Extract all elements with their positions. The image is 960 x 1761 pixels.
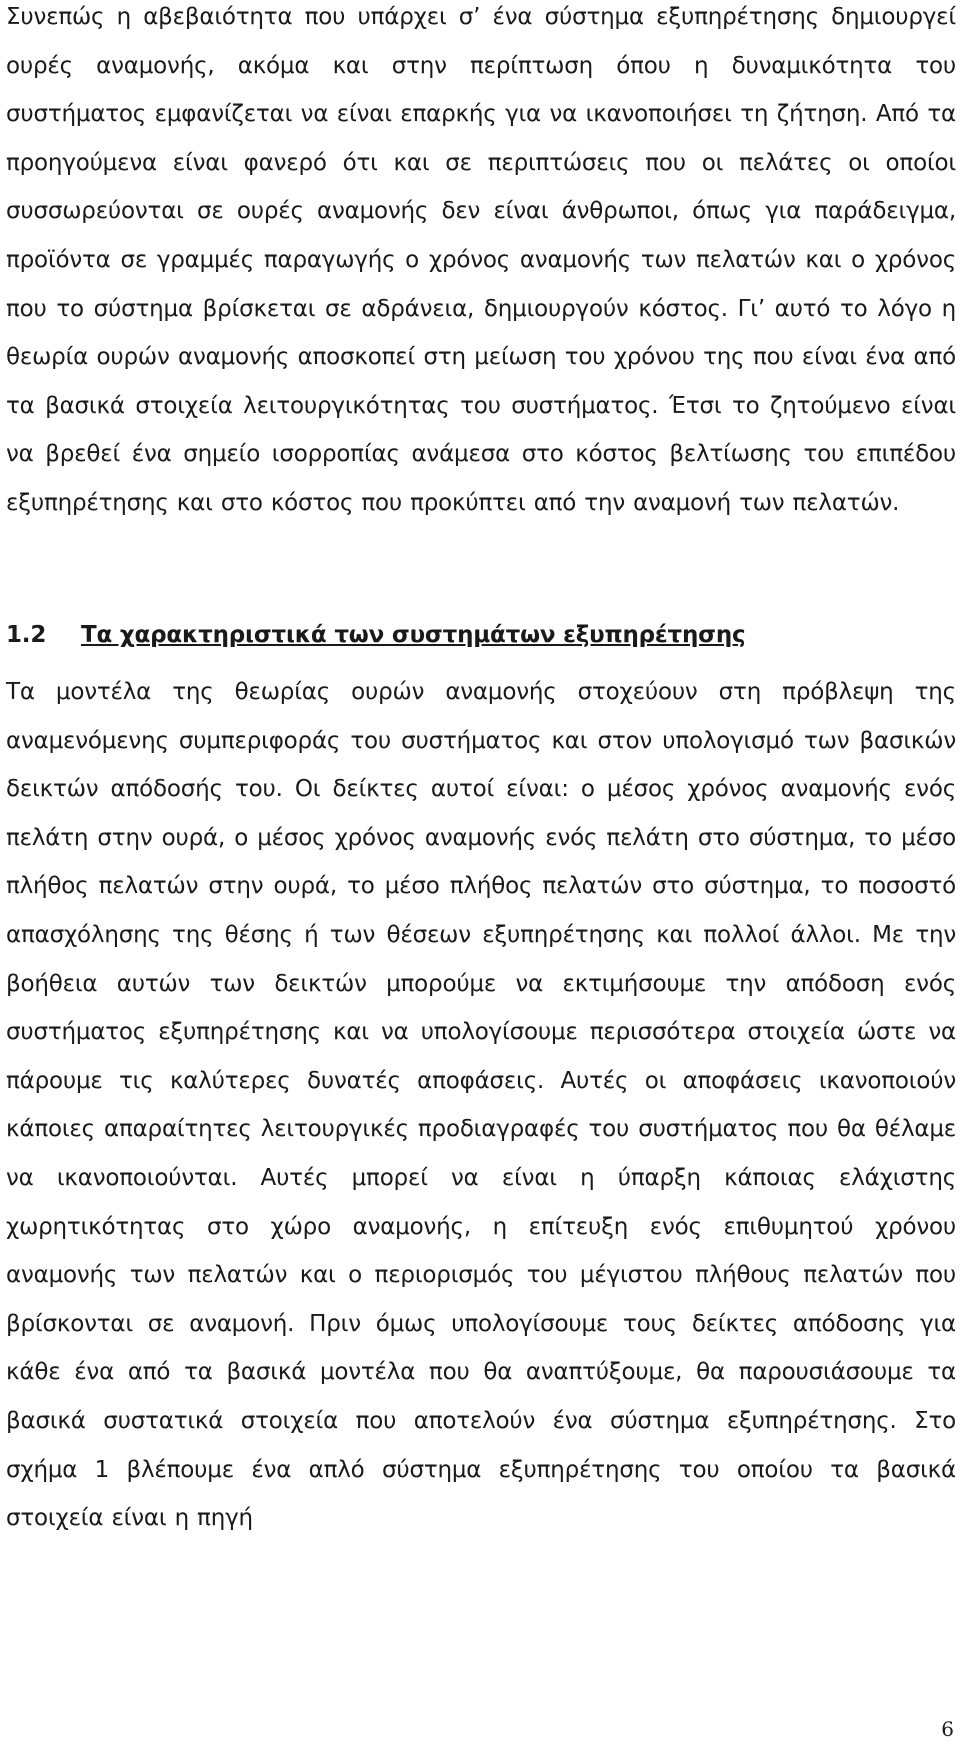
section-heading [6,611,956,659]
page-number: 6 [941,1717,954,1741]
paragraph-queue-models: Τα μοντέλα της θεωρίας ουρών αναμονής στοχεύουν στη πρόβλεψη της αναμενόμενης συμπεριφοράς του συστήματος και στον υπολογισμό των βασικών δεικτών απόδοσής του. Οι δείκτες αυτοί είναι: ο μέσος χρόνος αναμονής ενός πελάτη στην ουρά, ο μέσος χρόνος αναμονής ενός πελάτη στο σύστημα, το μέσο πλήθος πελατών στην ουρά, το μέσο πλήθος πελατών στο σύστημα, το ποσοστό απασχόλησης της θέσης ή των θέσεων εξυπηρέτησης και πολλοί άλλοι. Με την βοήθεια αυτών των δεικτών μπορούμε να εκτιμήσουμε την απόδοση ενός συστήματος εξυπηρέτησης και να υπολογίσουμε περισσότερα στοιχεία ώστε να πάρουμε τις καλύτερες δυνατές αποφάσεις. Αυτές οι αποφάσεις ικανοποιούν κάποιες απαραίτητες λειτουργικές προδιαγραφές του συστήματος που θα θέλαμε να ικανοποιούνται. Αυτές μπορεί να είναι η ύπαρξη κάποιας ελάχιστης χωρητικότητας στο χώρο αναμονής, η επίτευξη ενός επιθυμητού χρόνου αναμονής των πελατών και ο περιορισμός του μέγιστου πλήθους πελατών που βρίσκονται σε αναμονή. Πριν όμως υπολογίσουμε τους δείκτες απόδοσης για κάθε ένα από τα βασικά μοντέλα που θα αναπτύξουμε, θα παρουσιάσουμε τα βασικά συστατικά στοιχεία που αποτελούν ένα σύστημα εξυπηρέτησης. Στο σχήμα 1 βλέπουμε ένα απλό σύστημα εξυπηρέτησης του οποίου τα βασικά στοιχεία είναι η πηγή [6,679,956,1532]
paragraph-queue-uncertainty: Συνεπώς η αβεβαιότητα που υπάρχει σ’ ένα σύστημα εξυπηρέτησης δημιουργεί ουρές αναμονής, ακόμα και στην περίπτωση όπου η δυναμικότητα του συστήματος εμφανίζεται να είναι επαρκής για να ικανοποιήσει τη ζήτηση. Από τα προηγούμενα είναι φανερό ότι και σε περιπτώσεις που οι πελάτες οι οποίοι συσσωρεύονται σε ουρές αναμονής δεν είναι άνθρωποι, όπως για παράδειγμα, προϊόντα σε γραμμές παραγωγής ο χρόνος αναμονής των πελατών και ο χρόνος που το σύστημα βρίσκεται σε αδράνεια, δημιουργούν κόστος. Γι’ αυτό το λόγο η θεωρία ουρών αναμονής αποσκοπεί στη μείωση του χρόνου της που είναι ένα από τα βασικά στοιχεία λειτουργικότητας του συστήματος. Έτσι το ζητούμενο είναι να βρεθεί ένα σημείο ισορροπίας ανάμεσα στο κόστος βελτίωσης του επιπέδου εξυπηρέτησης και στο κόστος που προκύπτει από την αναμονή των πελατών. [6,4,956,516]
section-number: 1.2 [6,622,47,648]
section-title: Τα χαρακτηριστικά των συστημάτων εξυπηρέτησης [81,622,746,648]
